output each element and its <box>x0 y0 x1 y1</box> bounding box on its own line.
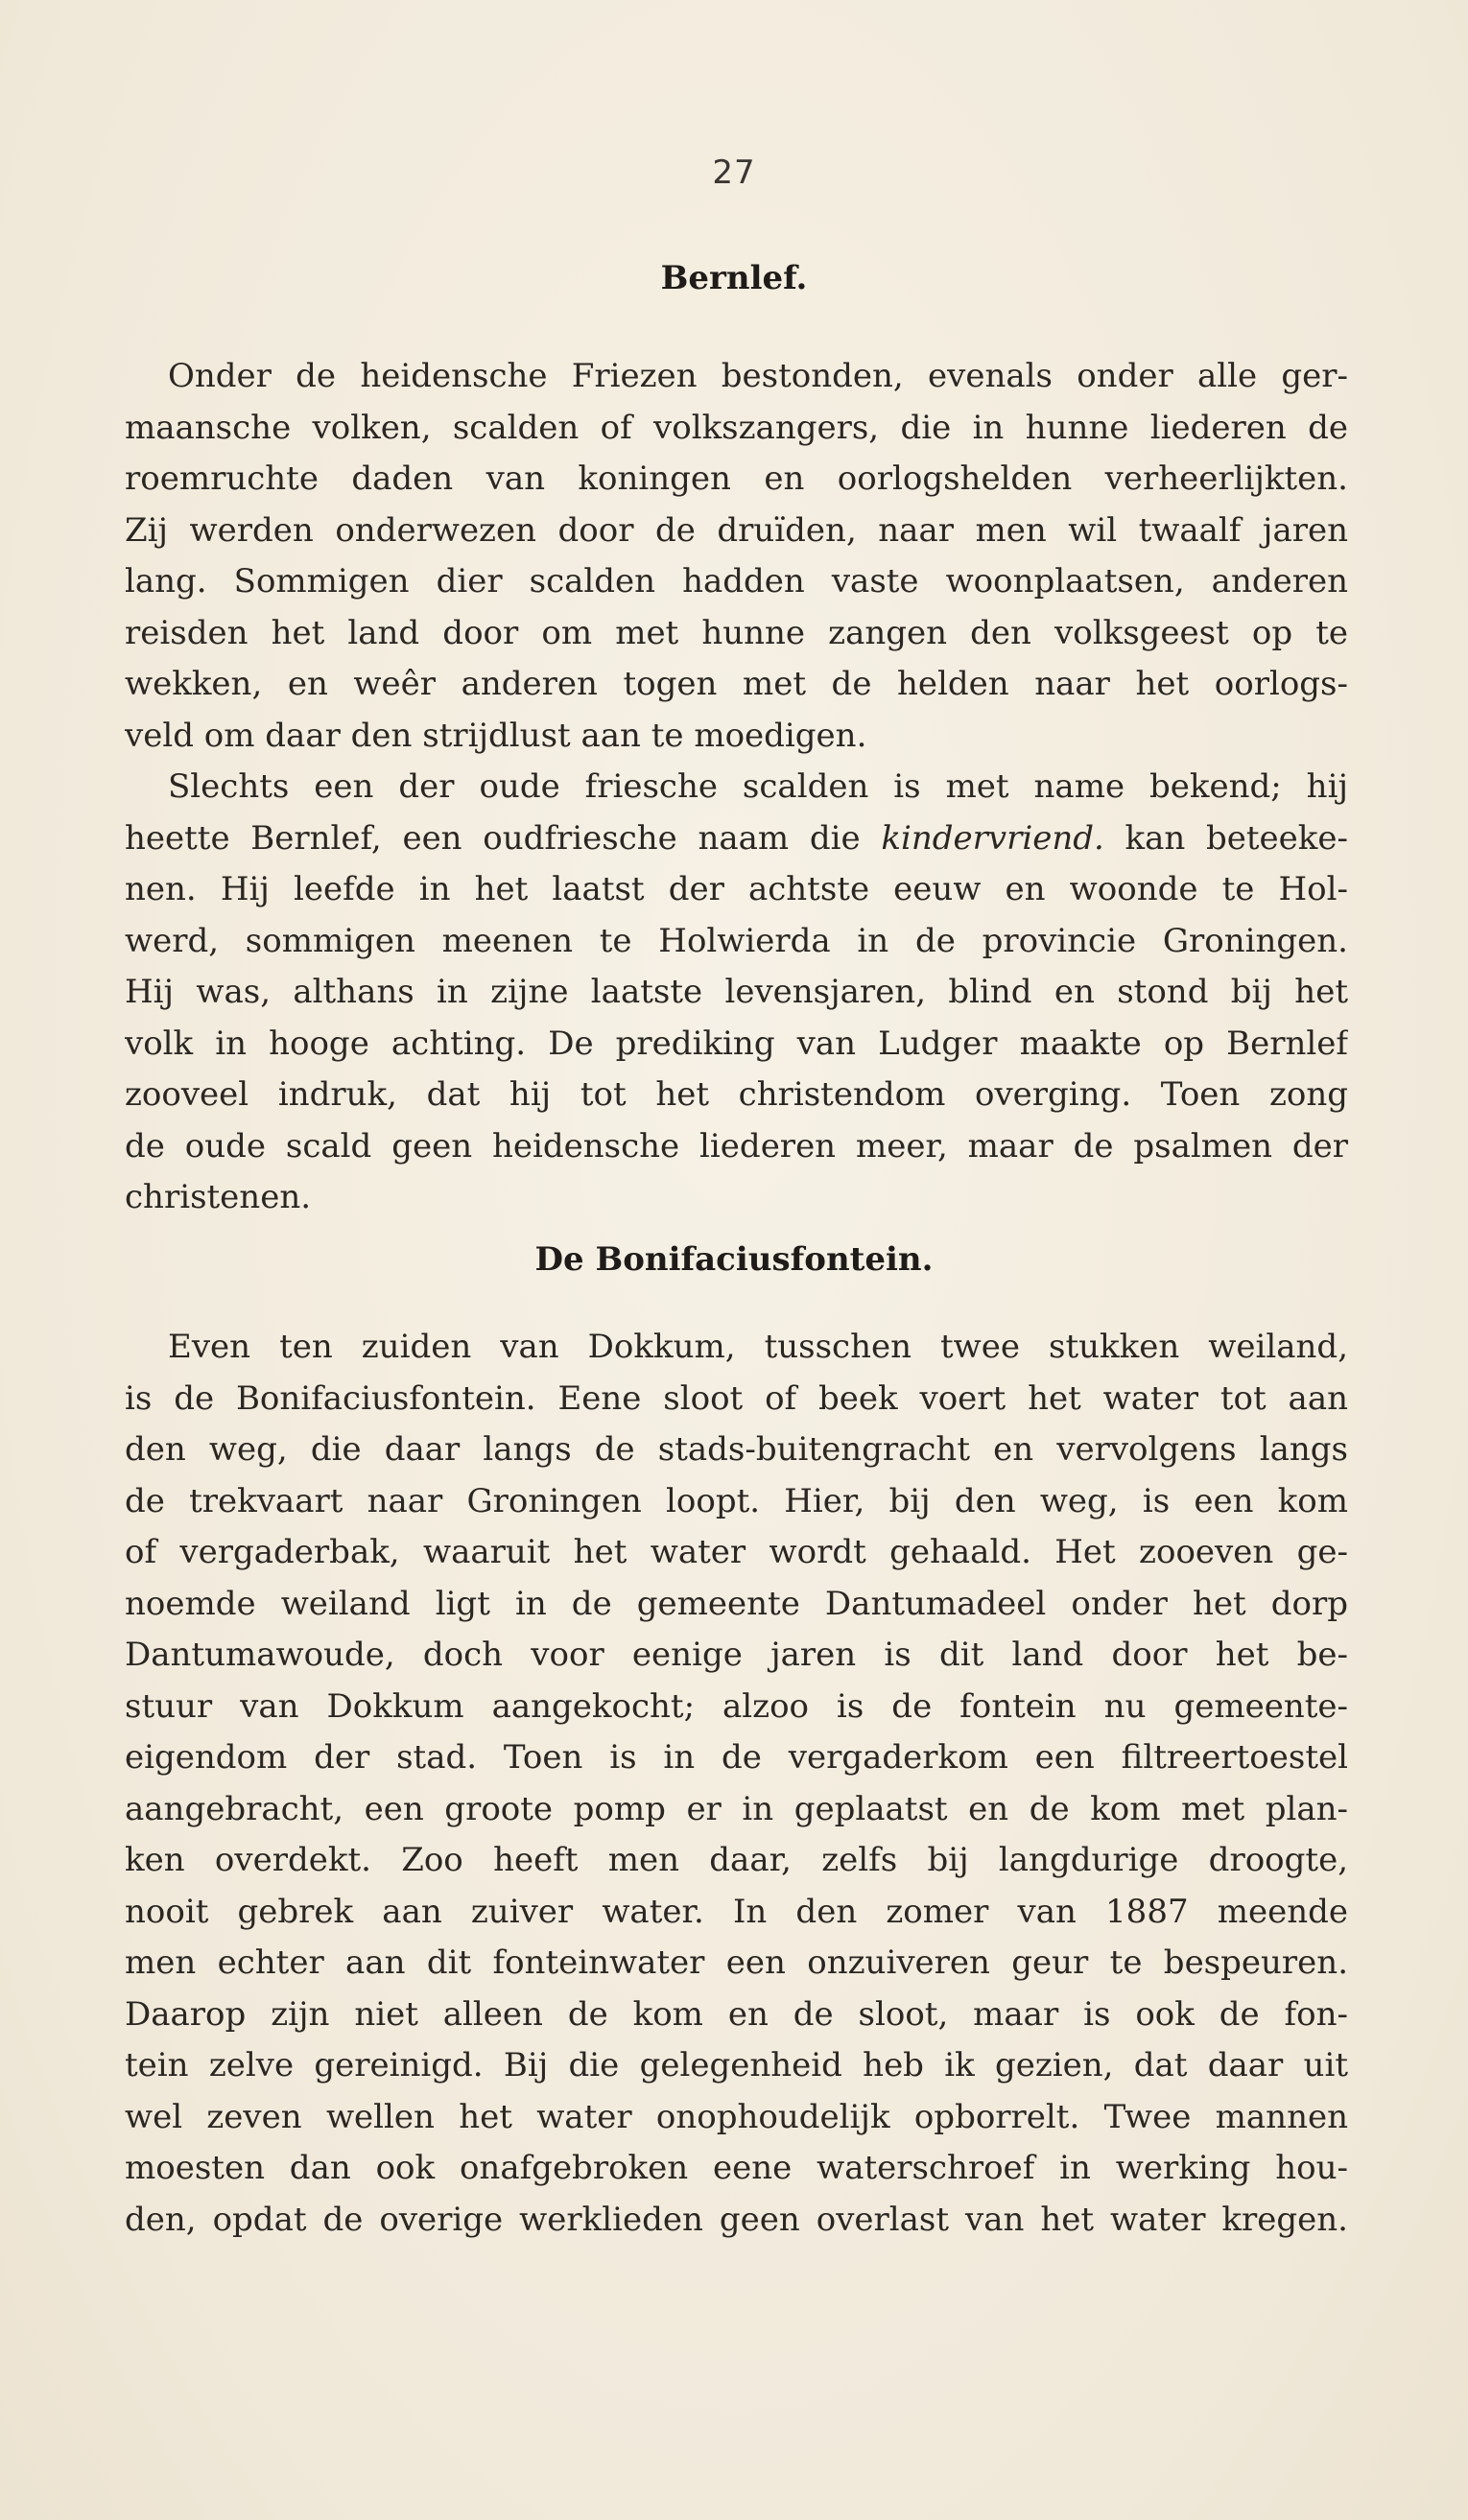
paragraph-bernlef-2 <box>125 762 1348 1224</box>
text-line: wel zeven wellen het water onophoudelijk opborrelt. Twee mannen <box>125 2097 1348 2136</box>
text-line: zooveel indruk, dat hij tot het christendom overging. Toen zong <box>125 1075 1348 1114</box>
text-line: werd, sommigen meenen te Holwierda in de provincie Groningen. <box>125 921 1348 960</box>
text-line: de trekvaart naar Groningen loopt. Hier, bij den weg, is een kom <box>125 1481 1348 1520</box>
text-line: Dantumawoude, doch voor eenige jaren is dit land door het be- <box>125 1636 1348 1674</box>
text-line: moesten dan ook onafgebroken eene waterschroef in werking hou- <box>125 2149 1348 2187</box>
text-line: roemruchte daden van koningen en oorlogshelden verheerlijkten. <box>125 459 1348 498</box>
text-run: kan beteeke- <box>1103 818 1348 858</box>
text-line-with-italic <box>125 813 1348 865</box>
page-number: 27 <box>712 153 756 192</box>
section-body-bernlef <box>125 351 1348 1224</box>
text-line: eigendom der stad. Toen is in de vergaderkom een filtreertoestel <box>125 1738 1348 1777</box>
text-line: ken overdekt. Zoo heeft men daar, zelfs bij langdurige droogte, <box>125 1841 1348 1879</box>
section-title-bonifaciusfontein: De Bonifaciusfontein. <box>534 1240 934 1279</box>
paragraph-bonifaciusfontein <box>125 1322 1348 2246</box>
text-line: nooit gebrek aan zuiver water. In den zomer van 1887 meende <box>125 1892 1348 1931</box>
text-line: aangebracht, een groote pomp er in geplaatst en de kom met plan- <box>125 1789 1348 1828</box>
text-line: de oude scald geen heidensche liederen meer, maar de psalmen der <box>125 1126 1348 1166</box>
text-line: veld om daar den strijdlust aan te moedigen. <box>125 716 867 755</box>
text-line: reisden het land door om met hunne zangen den volksgeest op te <box>125 613 1348 652</box>
text-line: Even ten zuiden van Dokkum, tusschen twee stukken weiland, <box>168 1328 1348 1366</box>
text-line: of vergaderbak, waaruit het water wordt gehaald. Het zooeven ge- <box>125 1533 1348 1571</box>
text-line: Onder de heidensche Friezen bestonden, evenals onder alle ger- <box>168 357 1348 395</box>
text-line: Slechts een der oude friesche scalden is met name bekend; hij <box>168 767 1348 806</box>
paragraph-bernlef-1 <box>125 351 1348 762</box>
text-run: heette Bernlef, een oudfriesche naam die <box>125 818 882 858</box>
text-line: volk in hooge achting. De prediking van Ludger maakte op Bernlef <box>125 1024 1348 1063</box>
text-line: is de Bonifaciusfontein. Eene sloot of beek voert het water tot aan <box>125 1378 1348 1418</box>
text-line: tein zelve gereinigd. Bij die gelegenheid heb ik gezien, dat daar uit <box>125 2046 1348 2084</box>
italic-term: kindervriend. <box>881 818 1104 858</box>
text-line: men echter aan dit fonteinwater een onzuiveren geur te bespeuren. <box>125 1943 1348 1982</box>
text-line: lang. Sommigen dier scalden hadden vaste woonplaatsen, anderen <box>125 562 1348 601</box>
text-line: maansche volken, scalden of volkszangers, die in hunne liederen de <box>125 408 1348 447</box>
section-body-bonifaciusfontein <box>125 1322 1348 2246</box>
text-line: christenen. <box>125 1178 312 1216</box>
text-line: stuur van Dokkum aangekocht; alzoo is de fontein nu gemeente- <box>125 1686 1348 1726</box>
text-line: Daarop zijn niet alleen de kom en de sloot, maar is ook de fon- <box>125 1994 1348 2034</box>
text-line: Hij was, althans in zijne laatste levensjaren, blind en stond bij het <box>125 973 1348 1011</box>
text-line: den, opdat de overige werklieden geen overlast van het water kregen. <box>125 2200 1348 2239</box>
text-line: wekken, en weêr anderen togen met de helden naar het oorlogs- <box>125 665 1348 703</box>
text-line: den weg, die daar langs de stads-buitengracht en vervolgens langs <box>125 1430 1348 1469</box>
section-title-bernlef: Bernlef. <box>660 259 808 297</box>
text-line: nen. Hij leefde in het laatst der achtste eeuw en woonde te Hol- <box>125 870 1348 908</box>
text-line: noemde weiland ligt in de gemeente Dantumadeel onder het dorp <box>125 1584 1348 1623</box>
text-line: Zij werden onderwezen door de druïden, naar men wil twaalf jaren <box>125 510 1348 550</box>
